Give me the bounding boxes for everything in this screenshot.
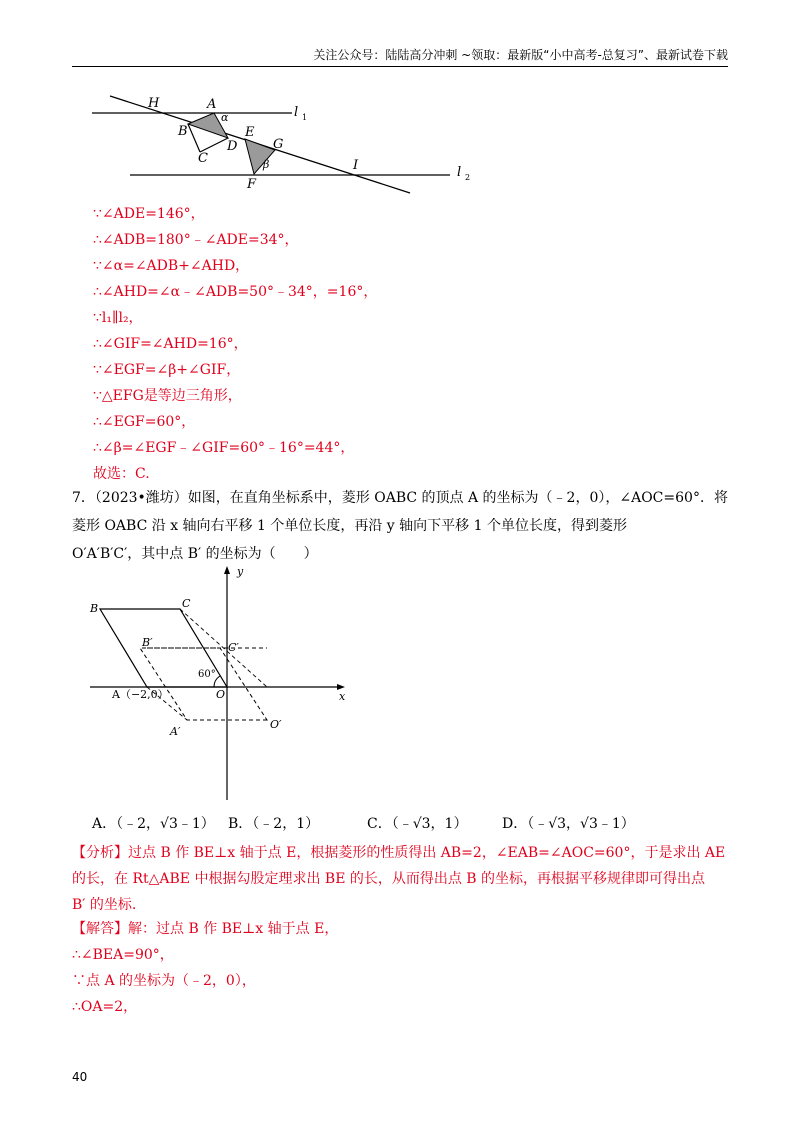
label-i: I xyxy=(353,158,359,173)
page-number: 40 xyxy=(72,1070,88,1084)
label-alpha: α xyxy=(221,111,229,124)
label-h: H xyxy=(148,96,160,111)
solution-line-6: ∴∠GIF=∠AHD=16°， xyxy=(93,336,248,352)
label-a: A xyxy=(207,97,217,112)
solution-line-1: ∵∠ADE=146°， xyxy=(93,206,205,222)
solution-line-10: ∴∠β=∠EGF﹣∠GIF=60°﹣16°=44°， xyxy=(93,440,355,456)
solution-line-2: ∴∠ADB=180°﹣∠ADE=34°， xyxy=(93,232,299,248)
label-e: E xyxy=(245,125,255,140)
label-l2-sub: 2 xyxy=(465,173,471,182)
answer-line-1: 【解答】解：过点 B 作 BE⊥x 轴于点 E， xyxy=(72,921,339,937)
answer-choices xyxy=(72,813,728,835)
solution-line-5: ∵l₁∥l₂， xyxy=(93,310,143,326)
y-axis-arrow xyxy=(224,566,230,574)
analysis-section xyxy=(72,841,728,917)
geometry-figure-parallel-lines xyxy=(80,90,490,200)
label-c: C xyxy=(182,597,191,610)
label-l2: l xyxy=(457,165,462,180)
triangle-efg-shaded xyxy=(245,139,275,174)
label-b: B xyxy=(178,124,188,139)
solution-line-9: ∴∠EGF=60°， xyxy=(93,414,196,430)
label-c-prime: C′ xyxy=(228,641,239,654)
label-d: D xyxy=(227,139,238,154)
analysis-line-2: 的长，在 Rt△ABE 中根据勾股定理求出 BE 的长，从而得出点 B 的坐标，再根据平移规律即可得出点 xyxy=(72,871,706,887)
label-l1-sub: 1 xyxy=(302,113,308,122)
solution-line-3: ∵∠α=∠ADB+∠AHD， xyxy=(93,258,250,274)
answer-line-4: ∴OA=2， xyxy=(72,999,138,1015)
answer-line-3: ∵点 A 的坐标为（﹣2，0）， xyxy=(72,973,256,989)
rhombus-translated xyxy=(140,648,267,720)
page-header: 关注公众号：陆陆高分冲刺 ~领取：最新版“小中高考-总复习”、最新试卷下载 xyxy=(313,48,728,62)
choice-a[interactable]: A．（﹣2，√3﹣1） xyxy=(92,816,215,832)
label-g: G xyxy=(273,137,284,152)
solution-line-11: 故选：C. xyxy=(93,466,150,482)
label-b: B xyxy=(90,602,99,615)
label-x: x xyxy=(339,690,346,703)
label-beta: β xyxy=(263,158,270,171)
problem-7-line-3: O′A′B′C′，其中点 B′ 的坐标为（ ） xyxy=(72,546,318,562)
label-f: F xyxy=(247,177,257,192)
choice-c[interactable]: C．（﹣√3，1） xyxy=(367,816,468,832)
segment-cd xyxy=(200,138,228,152)
analysis-line-3: B′ 的坐标. xyxy=(72,897,137,913)
label-angle-60: 60° xyxy=(198,669,216,680)
choice-d[interactable]: D．（﹣√3，√3﹣1） xyxy=(502,816,635,832)
problem-7-line-1: 7．（2023•潍坊）如图，在直角坐标系中，菱形 OABC 的顶点 A 的坐标为（﹣2，0），∠AOC=60°．将 xyxy=(72,490,728,506)
label-a-coord: A（−2,0） xyxy=(112,688,169,701)
segment-bc xyxy=(188,124,200,152)
problem-7 xyxy=(72,486,728,566)
choice-b[interactable]: B．（﹣2，1） xyxy=(228,816,320,832)
coordinate-figure-rhombus xyxy=(80,560,370,805)
solution-line-8: ∵△EFG是等边三角形， xyxy=(93,388,242,404)
label-o: O xyxy=(216,688,226,701)
answer-line-2: ∴∠BEA=90°， xyxy=(72,947,174,963)
problem-7-line-2: 菱形 OABC 沿 x 轴向右平移 1 个单位长度，再沿 y 轴向下平移 1 个单位长度，得到菱形 xyxy=(72,518,627,534)
label-l1: l xyxy=(294,105,299,120)
solution-line-7: ∵∠EGF=∠β+∠GIF， xyxy=(93,362,241,378)
header-divider xyxy=(72,66,728,67)
solution-line-4: ∴∠AHD=∠α﹣∠ADB=50°﹣34°，=16°， xyxy=(93,284,378,300)
label-y: y xyxy=(237,565,244,578)
label-a-prime: A′ xyxy=(170,725,181,738)
analysis-line-1: 【分析】过点 B 作 BE⊥x 轴于点 E，根据菱形的性质得出 AB=2，∠EAB=∠AOC=60°，于是求出 AE xyxy=(72,845,726,861)
label-o-prime: O′ xyxy=(270,718,282,731)
label-c: C xyxy=(198,151,208,166)
label-b-prime: B′ xyxy=(142,636,153,649)
